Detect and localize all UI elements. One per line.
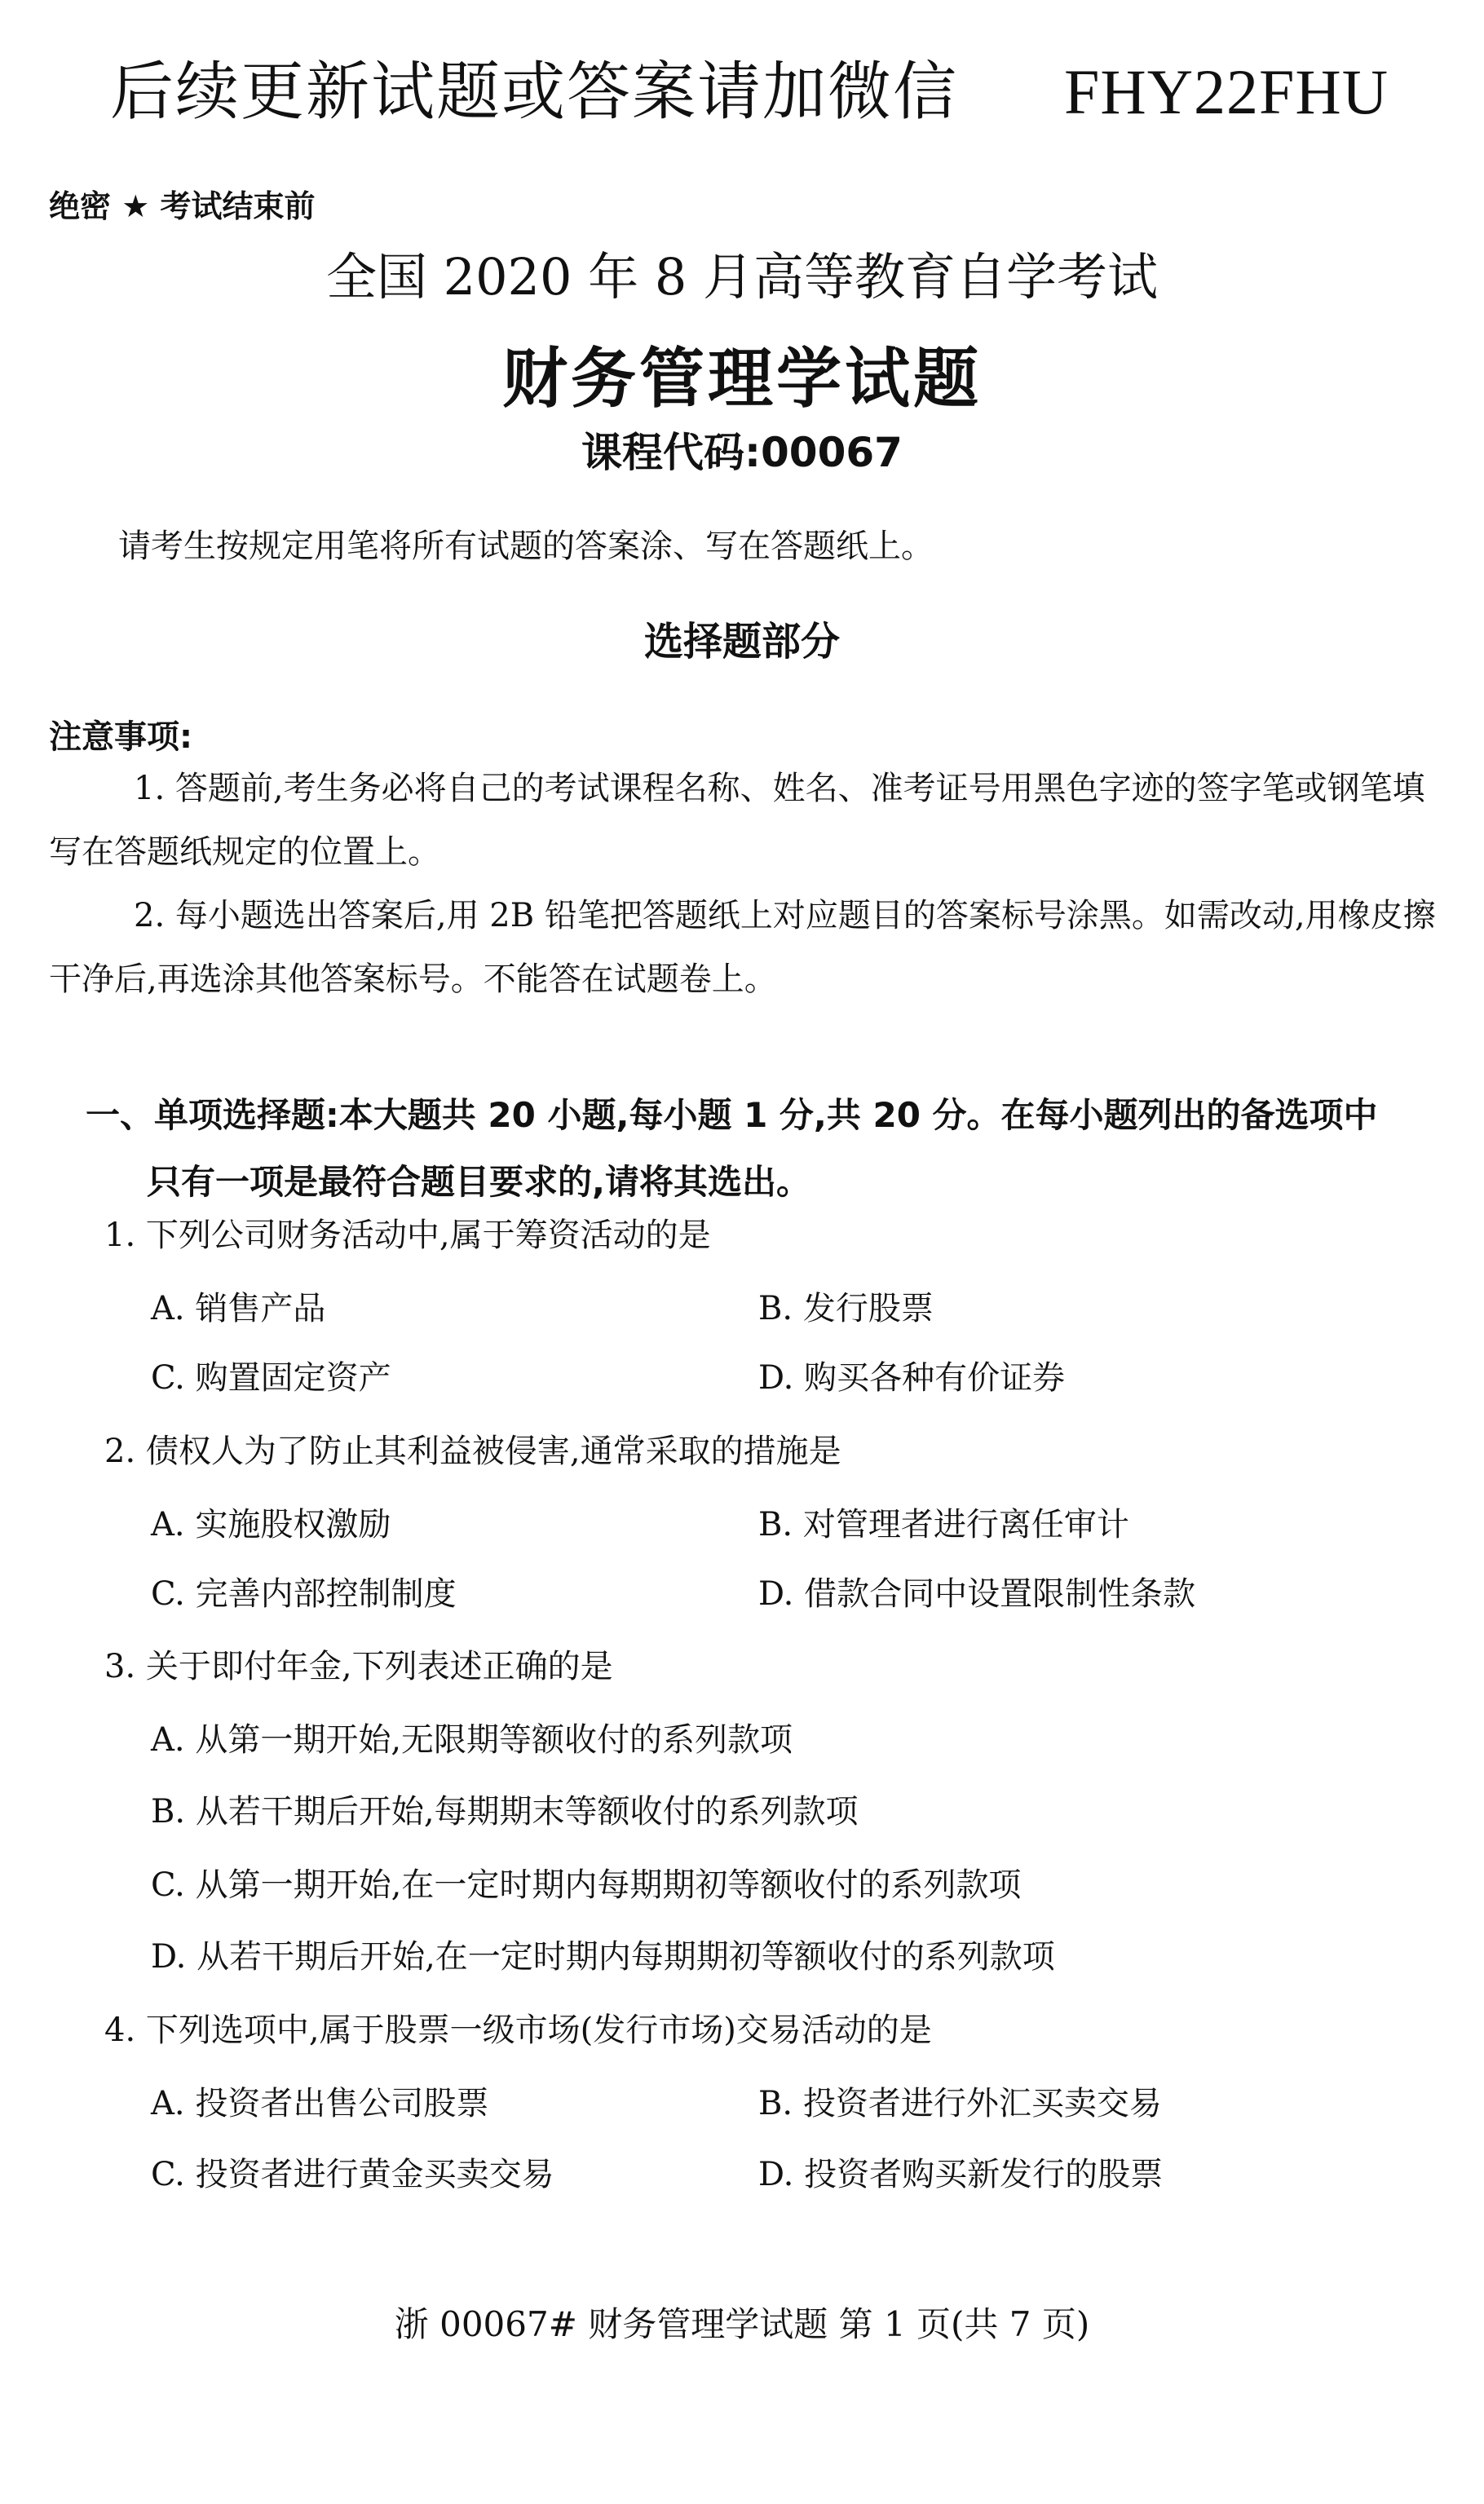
exam-name: 全国 2020 年 8 月高等教育自学考试 — [325, 247, 1159, 307]
question-stem: 3. 关于即付年金,下列表述正确的是 — [104, 1648, 613, 1685]
question-option: A. 投资者出售公司股票 — [151, 2085, 489, 2122]
question-option: C. 从第一期开始,在一定时期内每期期初等额收付的系列款项 — [151, 1866, 1022, 1904]
banner-code: FHY22FHU — [1064, 56, 1389, 127]
notes-heading: 注意事项: — [49, 718, 192, 756]
question-option: C. 完善内部控制制度 — [151, 1575, 457, 1613]
course-code: 课程代码:00067 — [581, 429, 903, 476]
question-option: B. 投资者进行外汇买卖交易 — [758, 2085, 1162, 2122]
secret-label: 绝密 ★ 考试结束前 — [49, 188, 316, 224]
question-stem: 1. 下列公司财务活动中,属于筹资活动的是 — [104, 1217, 711, 1254]
question-option: D. 借款合同中设置限制性条款 — [758, 1575, 1196, 1613]
question-option: C. 投资者进行黄金买卖交易 — [151, 2156, 554, 2193]
section-heading: 选择题部分 — [643, 619, 840, 665]
question-option: D. 购买各种有价证券 — [758, 1359, 1066, 1397]
part-one-heading — [86, 1082, 1423, 1216]
wechat-banner — [110, 41, 1389, 132]
banner-text: 后续更新试题或答案请加微信 — [110, 55, 959, 129]
note-item: 1. 答题前,考生务必将自己的考试课程名称、姓名、准考证号用黑色字迹的签字笔或钢笔填写在答题纸规定的位置上。 — [49, 770, 1425, 871]
paper-title: 财务管理学试题 — [502, 341, 982, 417]
page-footer: 浙 00067# 财务管理学试题 第 1 页(共 7 页) — [394, 2304, 1090, 2344]
question-option: D. 投资者购买新发行的股票 — [758, 2156, 1164, 2193]
note-item: 2. 每小题选出答案后,用 2B 铅笔把答题纸上对应题目的答案标号涂黑。如需改动,用橡皮擦干净后,再选涂其他答案标号。不能答在试题卷上。 — [49, 897, 1436, 998]
question-option: B. 发行股票 — [758, 1290, 934, 1327]
part-one-line1: 一、单项选择题:本大题共 20 小题,每小题 1 分,共 20 分。在每小题列出的备选项中 — [86, 1095, 1378, 1135]
question-option: C. 购置固定资产 — [151, 1359, 391, 1397]
question-stem: 2. 债权人为了防止其利益被侵害,通常采取的措施是 — [104, 1433, 841, 1470]
question-option: D. 从若干期后开始,在一定时期内每期期初等额收付的系列款项 — [151, 1938, 1055, 1976]
question-option: A. 销售产品 — [151, 1290, 326, 1327]
part-one-line2: 只有一项是最符合题目要求的,请将其选出。 — [147, 1162, 810, 1202]
question-stem: 4. 下列选项中,属于股票一级市场(发行市场)交易活动的是 — [104, 2012, 932, 2049]
instruction: 请考生按规定用笔将所有试题的答案涂、写在答题纸上。 — [118, 528, 934, 565]
question-option: B. 从若干期后开始,每期期末等额收付的系列款项 — [151, 1793, 859, 1831]
question-option: B. 对管理者进行离任审计 — [758, 1506, 1129, 1543]
question-option: A. 实施股权激励 — [151, 1506, 391, 1543]
question-option: A. 从第一期开始,无限期等额收付的系列款项 — [151, 1721, 793, 1759]
